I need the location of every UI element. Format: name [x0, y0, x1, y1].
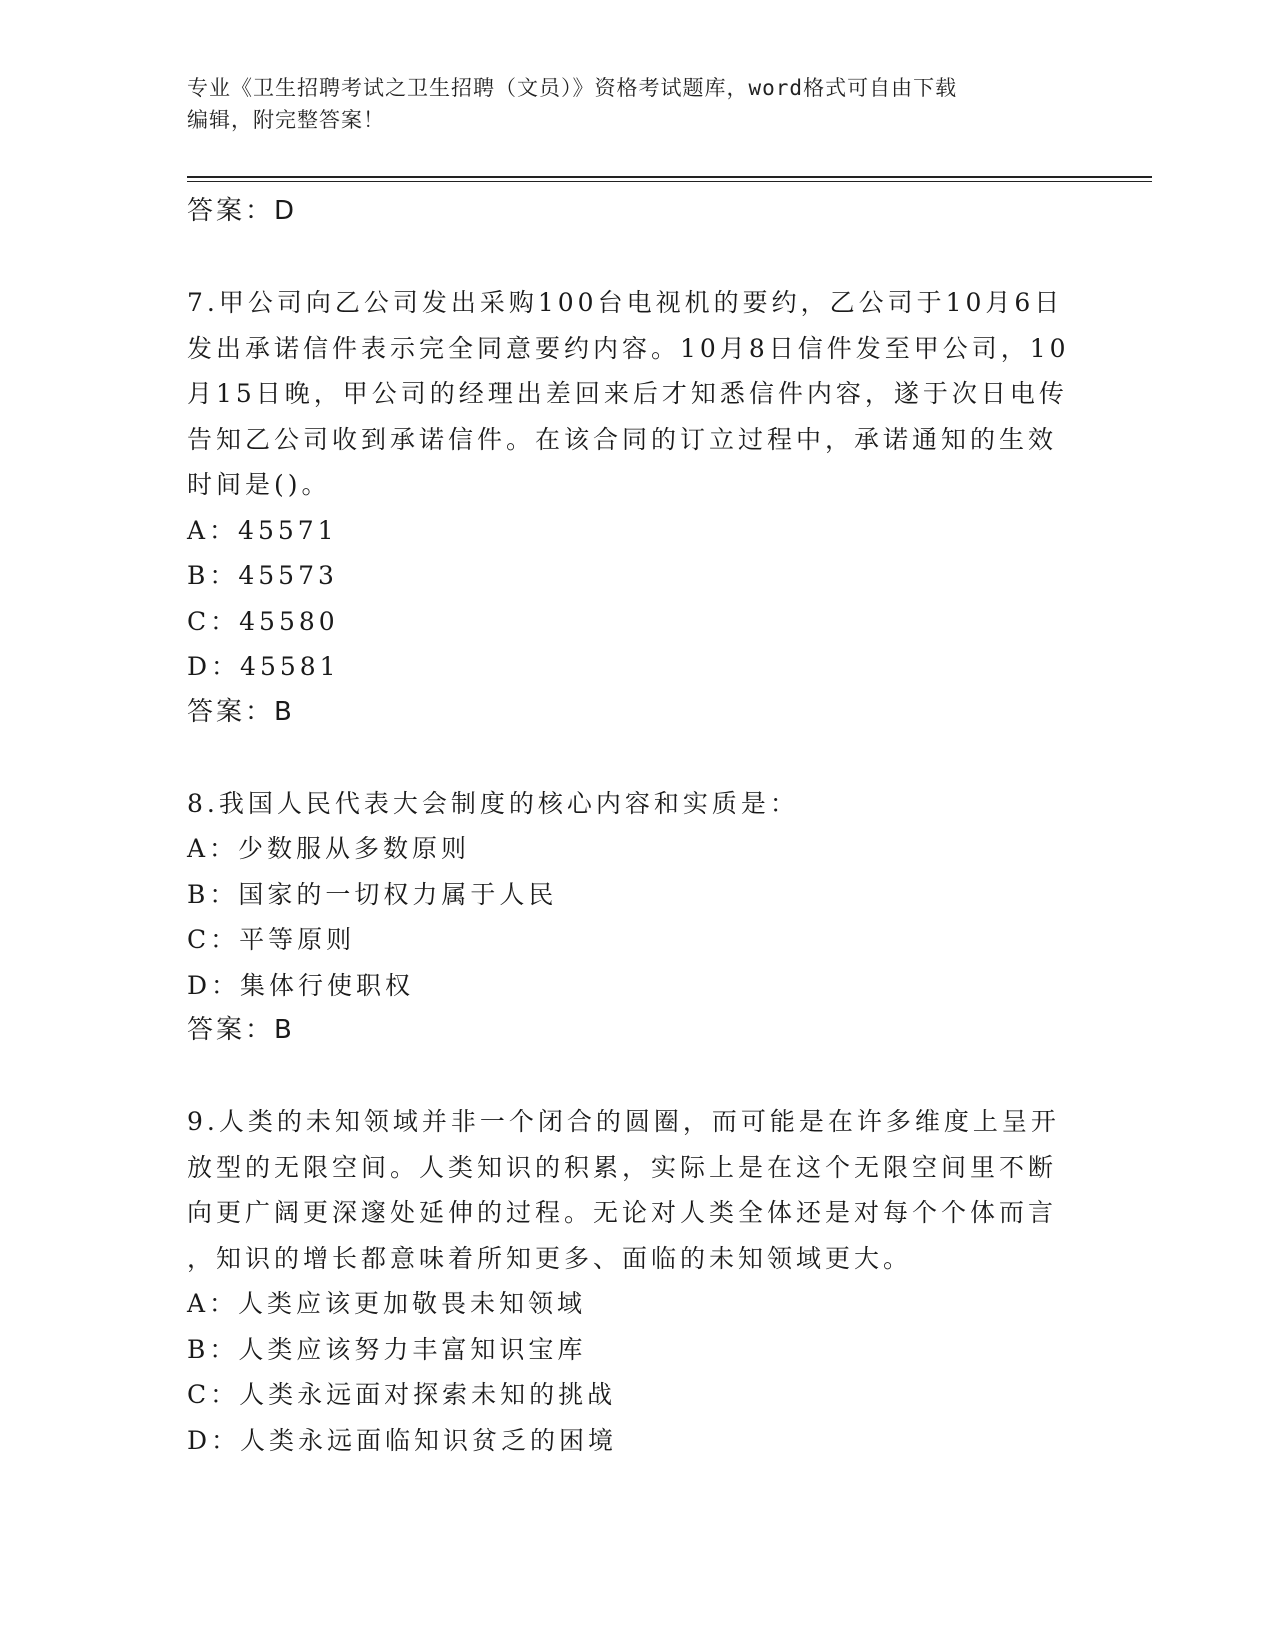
header-divider-thin	[187, 181, 1152, 182]
question-9-text-line-1: 9.人类的未知领域并非一个闭合的圆圈，而可能是在许多维度上呈开	[187, 1107, 1060, 1136]
header-line-1: 专业《卫生招聘考试之卫生招聘（文员）》资格考试题库，word格式可自由下载	[187, 76, 958, 100]
question-9-option-c: C：人类永远面对探索未知的挑战	[187, 1380, 617, 1409]
question-9-text-line-2: 放型的无限空间。人类知识的积累，实际上是在这个无限空间里不断	[187, 1152, 1058, 1182]
question-7	[187, 280, 1070, 735]
question-7-option-b: B：45573	[187, 561, 338, 590]
page-header	[187, 72, 1087, 136]
document-body	[187, 189, 1070, 1463]
question-9	[187, 1099, 1067, 1463]
question-7-answer: 答案：B	[187, 696, 295, 727]
spacer	[187, 235, 1067, 281]
question-8-answer: 答案：B	[187, 1015, 295, 1045]
question-7-text-line-5: 时间是()。	[187, 470, 331, 499]
question-8	[187, 781, 1067, 1054]
spacer	[187, 735, 1067, 781]
question-7-text-line-4: 告知乙公司收到承诺信件。在该合同的订立过程中，承诺通知的生效	[187, 424, 1058, 454]
question-7-text-line-1: 7.甲公司向乙公司发出采购100台电视机的要约，乙公司于10月6日	[187, 288, 1064, 317]
question-8-option-d: D：集体行使职权	[187, 970, 415, 1000]
question-7-text-line-2: 发出承诺信件表示完全同意要约内容。10月8日信件发至甲公司，10	[187, 333, 1070, 363]
question-7-option-d: D：45581	[187, 652, 340, 681]
question-8-text-line-1: 8.我国人民代表大会制度的核心内容和实质是：	[187, 788, 799, 818]
previous-answer: 答案：D	[187, 196, 298, 226]
question-7-option-c: C：45580	[187, 606, 339, 636]
question-9-option-d: D：人类永远面临知识贫乏的困境	[187, 1425, 618, 1455]
question-9-option-b: B：人类应该努力丰富知识宝库	[187, 1334, 587, 1364]
question-9-text-line-4: ，知识的增长都意味着所知更多、面临的未知领域更大。	[187, 1243, 913, 1273]
question-9-text-line-3: 向更广阔更深邃处延伸的过程。无论对人类全体还是对每个个体而言	[187, 1198, 1058, 1227]
question-8-option-a: A：少数服从多数原则	[187, 834, 471, 863]
header-line-2: 编辑，附完整答案！	[187, 108, 385, 132]
question-7-option-a: A：45571	[187, 515, 338, 545]
spacer	[187, 1054, 1067, 1100]
question-9-option-a: A：人类应该更加敬畏未知领域	[187, 1289, 587, 1318]
question-8-option-c: C：平等原则	[187, 925, 356, 954]
question-7-text-line-3: 月15日晚，甲公司的经理出差回来后才知悉信件内容，遂于次日电传	[187, 379, 1068, 408]
header-divider-thick	[187, 176, 1152, 178]
question-8-option-b: B：国家的一切权力属于人民	[187, 879, 558, 909]
